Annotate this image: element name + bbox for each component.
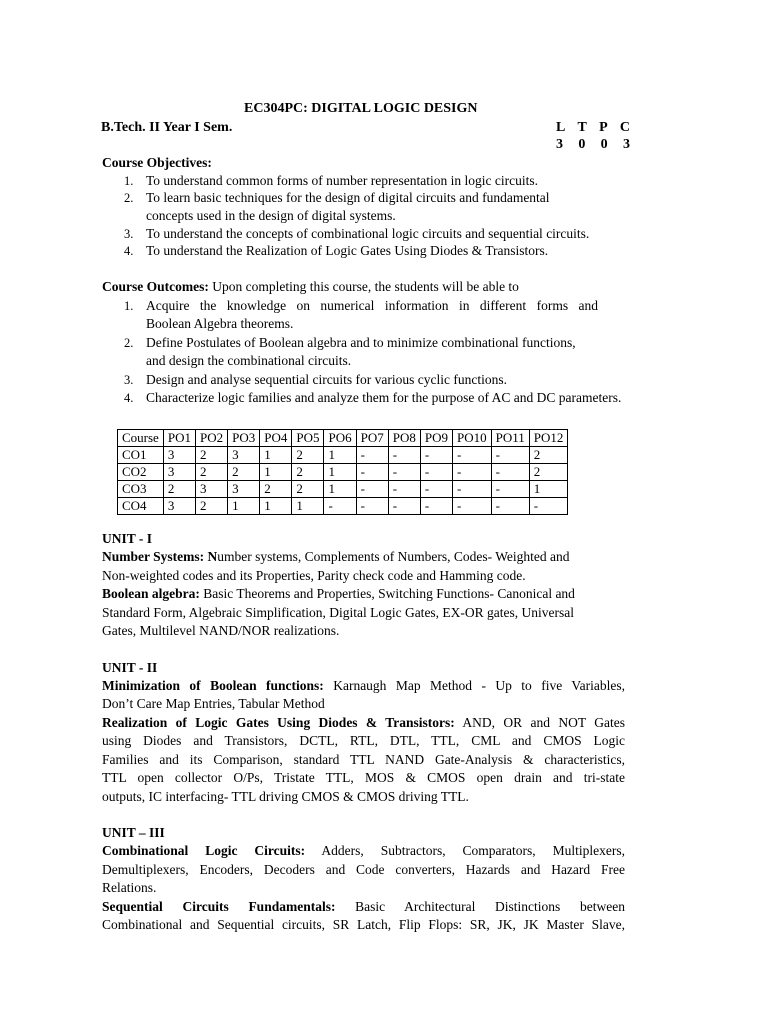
unit2-real-label: Realization of Logic Gates Using Diodes & Transistors: bbox=[102, 715, 455, 730]
table-cell: 1 bbox=[292, 498, 324, 515]
table-header-cell: PO4 bbox=[260, 430, 292, 447]
unit3-seq-label: Sequential Circuits Fundamentals: bbox=[102, 899, 336, 914]
table-cell: 2 bbox=[529, 447, 568, 464]
unit2-min-line1 bbox=[102, 678, 625, 694]
table-cell: 1 bbox=[228, 498, 260, 515]
outcome-item-cont: Boolean Algebra theorems. bbox=[146, 316, 294, 331]
outcome-item: Acquire the knowledge on numerical information in different forms and bbox=[146, 298, 598, 313]
table-cell: - bbox=[452, 464, 491, 481]
table-header-cell: PO8 bbox=[388, 430, 420, 447]
objective-item: To understand the concepts of combinational logic circuits and sequential circuits. bbox=[146, 226, 590, 241]
table-header-cell: PO6 bbox=[324, 430, 356, 447]
table-cell: 3 bbox=[228, 447, 260, 464]
table-cell: CO4 bbox=[118, 498, 164, 515]
table-row bbox=[118, 447, 568, 464]
unit1-ba-label: Boolean algebra: bbox=[102, 586, 200, 601]
unit2-real-line2: using Diodes and Transistors, DCTL, RTL, DTL, TTL, CML and CMOS Logic bbox=[102, 733, 625, 748]
ltpc-labels bbox=[556, 120, 630, 136]
ltpc-value-t: 0 bbox=[578, 137, 586, 152]
table-cell: 2 bbox=[529, 464, 568, 481]
table-cell: - bbox=[452, 447, 491, 464]
unit3-comb-line3: Relations. bbox=[102, 880, 157, 895]
objective-item: To understand common forms of number representation in logic circuits. bbox=[146, 173, 538, 188]
table-cell: - bbox=[356, 498, 388, 515]
objective-number: 4. bbox=[124, 244, 134, 258]
unit3-seq-line1 bbox=[102, 899, 625, 915]
table-cell: - bbox=[356, 464, 388, 481]
table-cell: - bbox=[388, 498, 420, 515]
unit1-ba-text: Basic Theorems and Properties, Switching Functions- Canonical and bbox=[199, 586, 575, 601]
table-cell: 2 bbox=[292, 447, 324, 464]
outcome-item-cont: and design the combinational circuits. bbox=[146, 353, 352, 368]
objective-item-cont: concepts used in the design of digital systems. bbox=[146, 208, 396, 223]
unit1-ba-line3: Gates, Multilevel NAND/NOR realizations. bbox=[102, 623, 340, 638]
objective-item: To understand the Realization of Logic Gates Using Diodes & Transistors. bbox=[146, 243, 549, 258]
unit2-min-label: Minimization of Boolean functions: bbox=[102, 678, 324, 693]
unit1-ns-line1 bbox=[102, 549, 625, 565]
unit2-real-line5: outputs, IC interfacing- TTL driving CMOS & CMOS driving TTL. bbox=[102, 789, 469, 804]
ltpc-value-p: 0 bbox=[600, 137, 608, 152]
ltpc-label-p: P bbox=[599, 120, 608, 135]
table-cell: 1 bbox=[260, 498, 292, 515]
unit3-heading: UNIT – III bbox=[102, 825, 165, 840]
table-cell: - bbox=[452, 481, 491, 498]
table-header-cell: PO3 bbox=[228, 430, 260, 447]
table-cell: 1 bbox=[324, 447, 356, 464]
outcome-number: 2. bbox=[124, 336, 134, 350]
objectives-heading: Course Objectives: bbox=[102, 155, 212, 170]
unit3-seq-text: Basic Architectural Distinctions between bbox=[335, 899, 625, 914]
table-cell: 2 bbox=[228, 464, 260, 481]
table-cell: - bbox=[388, 447, 420, 464]
table-cell: - bbox=[529, 498, 568, 515]
table-cell: 3 bbox=[163, 498, 195, 515]
unit1-ns-text: umber systems, Complements of Numbers, Codes- Weighted and bbox=[217, 549, 570, 564]
co-po-mapping-table bbox=[117, 429, 568, 515]
table-cell: - bbox=[388, 464, 420, 481]
table-cell: 1 bbox=[260, 447, 292, 464]
table-cell: - bbox=[324, 498, 356, 515]
unit2-heading: UNIT - II bbox=[102, 660, 158, 675]
ltpc-values bbox=[556, 137, 630, 153]
unit1-ns-line2: Non-weighted codes and its Properties, Parity check code and Hamming code. bbox=[102, 568, 526, 583]
table-cell: 3 bbox=[228, 481, 260, 498]
table-cell: - bbox=[420, 481, 452, 498]
table-cell: 1 bbox=[324, 481, 356, 498]
table-header-cell: PO10 bbox=[452, 430, 491, 447]
table-cell: 2 bbox=[260, 481, 292, 498]
outcomes-intro-text: Upon completing this course, the students will be able to bbox=[208, 279, 519, 294]
outcome-item: Design and analyse sequential circuits for various cyclic functions. bbox=[146, 372, 508, 387]
objective-number: 2. bbox=[124, 191, 134, 205]
table-cell: - bbox=[356, 481, 388, 498]
table-cell: 1 bbox=[324, 464, 356, 481]
table-cell: 1 bbox=[260, 464, 292, 481]
outcomes-heading: Course Outcomes: bbox=[102, 279, 209, 294]
ltpc-label-t: T bbox=[577, 120, 587, 135]
objective-number: 1. bbox=[124, 174, 134, 188]
table-cell: 2 bbox=[195, 498, 227, 515]
table-cell: - bbox=[420, 447, 452, 464]
table-cell: CO3 bbox=[118, 481, 164, 498]
table-cell: 2 bbox=[195, 447, 227, 464]
table-header-cell: Course bbox=[118, 430, 164, 447]
table-cell: - bbox=[491, 447, 529, 464]
table-cell: - bbox=[420, 464, 452, 481]
unit2-min-line2: Don’t Care Map Entries, Tabular Method bbox=[102, 696, 325, 711]
table-cell: - bbox=[452, 498, 491, 515]
table-row bbox=[118, 464, 568, 481]
unit3-seq-line2: Combinational and Sequential circuits, SR Latch, Flip Flops: SR, JK, JK Master Slave, bbox=[102, 917, 625, 932]
table-cell: 2 bbox=[292, 464, 324, 481]
table-header-row bbox=[118, 430, 568, 447]
semester-label: B.Tech. II Year I Sem. bbox=[101, 120, 233, 135]
table-cell: CO1 bbox=[118, 447, 164, 464]
table-cell: - bbox=[491, 498, 529, 515]
ltpc-label-l: L bbox=[556, 120, 566, 135]
table-cell: - bbox=[491, 481, 529, 498]
ltpc-label-c: C bbox=[619, 120, 630, 135]
unit2-real-text: AND, OR and NOT Gates bbox=[454, 715, 625, 730]
unit1-heading: UNIT - I bbox=[102, 531, 153, 546]
outcome-item: Define Postulates of Boolean algebra and to minimize combinational functions, bbox=[146, 335, 576, 350]
unit1-ba-line2: Standard Form, Algebraic Simplification, Digital Logic Gates, EX-OR gates, Universal bbox=[102, 605, 575, 620]
table-header-cell: PO9 bbox=[420, 430, 452, 447]
outcome-number: 4. bbox=[124, 391, 134, 405]
outcome-item: Characterize logic families and analyze them for the purpose of AC and DC parameters. bbox=[146, 390, 622, 405]
table-cell: 3 bbox=[163, 447, 195, 464]
table-cell: 3 bbox=[195, 481, 227, 498]
unit3-comb-text: Adders, Subtractors, Comparators, Multiplexers, bbox=[305, 843, 625, 858]
unit2-min-text: Karnaugh Map Method - Up to five Variables, bbox=[323, 678, 625, 693]
table-header-cell: PO7 bbox=[356, 430, 388, 447]
table-cell: 2 bbox=[195, 464, 227, 481]
outcomes-intro bbox=[102, 279, 519, 295]
ltpc-value-l: 3 bbox=[556, 137, 563, 152]
outcome-number: 3. bbox=[124, 373, 134, 387]
table-cell: 2 bbox=[292, 481, 324, 498]
table-cell: CO2 bbox=[118, 464, 164, 481]
unit1-ns-label: Number Systems: N bbox=[102, 549, 218, 564]
ltpc-value-c: 3 bbox=[622, 137, 630, 152]
table-cell: 1 bbox=[529, 481, 568, 498]
table-row bbox=[118, 498, 568, 515]
table-cell: - bbox=[388, 481, 420, 498]
unit2-real-line3: Families and its Comparison, standard TTL NAND Gate-Analysis & characteristics, bbox=[102, 752, 625, 767]
document-title: EC304PC: DIGITAL LOGIC DESIGN bbox=[244, 101, 478, 116]
table-cell: 3 bbox=[163, 464, 195, 481]
table-header-cell: PO1 bbox=[163, 430, 195, 447]
objective-number: 3. bbox=[124, 227, 134, 241]
unit1-ba-line1 bbox=[102, 586, 625, 602]
table-header-cell: PO5 bbox=[292, 430, 324, 447]
unit3-comb-label: Combinational Logic Circuits: bbox=[102, 843, 306, 858]
table-header-cell: PO2 bbox=[195, 430, 227, 447]
unit2-real-line4: TTL open collector O/Ps, Tristate TTL, MOS & CMOS open drain and tri-state bbox=[102, 770, 625, 785]
table-header-cell: PO11 bbox=[491, 430, 529, 447]
table-header-cell: PO12 bbox=[529, 430, 568, 447]
table-row bbox=[118, 481, 568, 498]
unit3-comb-line1 bbox=[102, 843, 625, 859]
unit3-comb-line2: Demultiplexers, Encoders, Decoders and Code converters, Hazards and Hazard Free bbox=[102, 862, 625, 877]
table-cell: - bbox=[491, 464, 529, 481]
unit2-real-line1 bbox=[102, 715, 625, 731]
table-cell: - bbox=[420, 498, 452, 515]
table-cell: 2 bbox=[163, 481, 195, 498]
outcome-number: 1. bbox=[124, 299, 134, 313]
table-cell: - bbox=[356, 447, 388, 464]
objective-item: To learn basic techniques for the design of digital circuits and fundamental bbox=[146, 190, 550, 205]
